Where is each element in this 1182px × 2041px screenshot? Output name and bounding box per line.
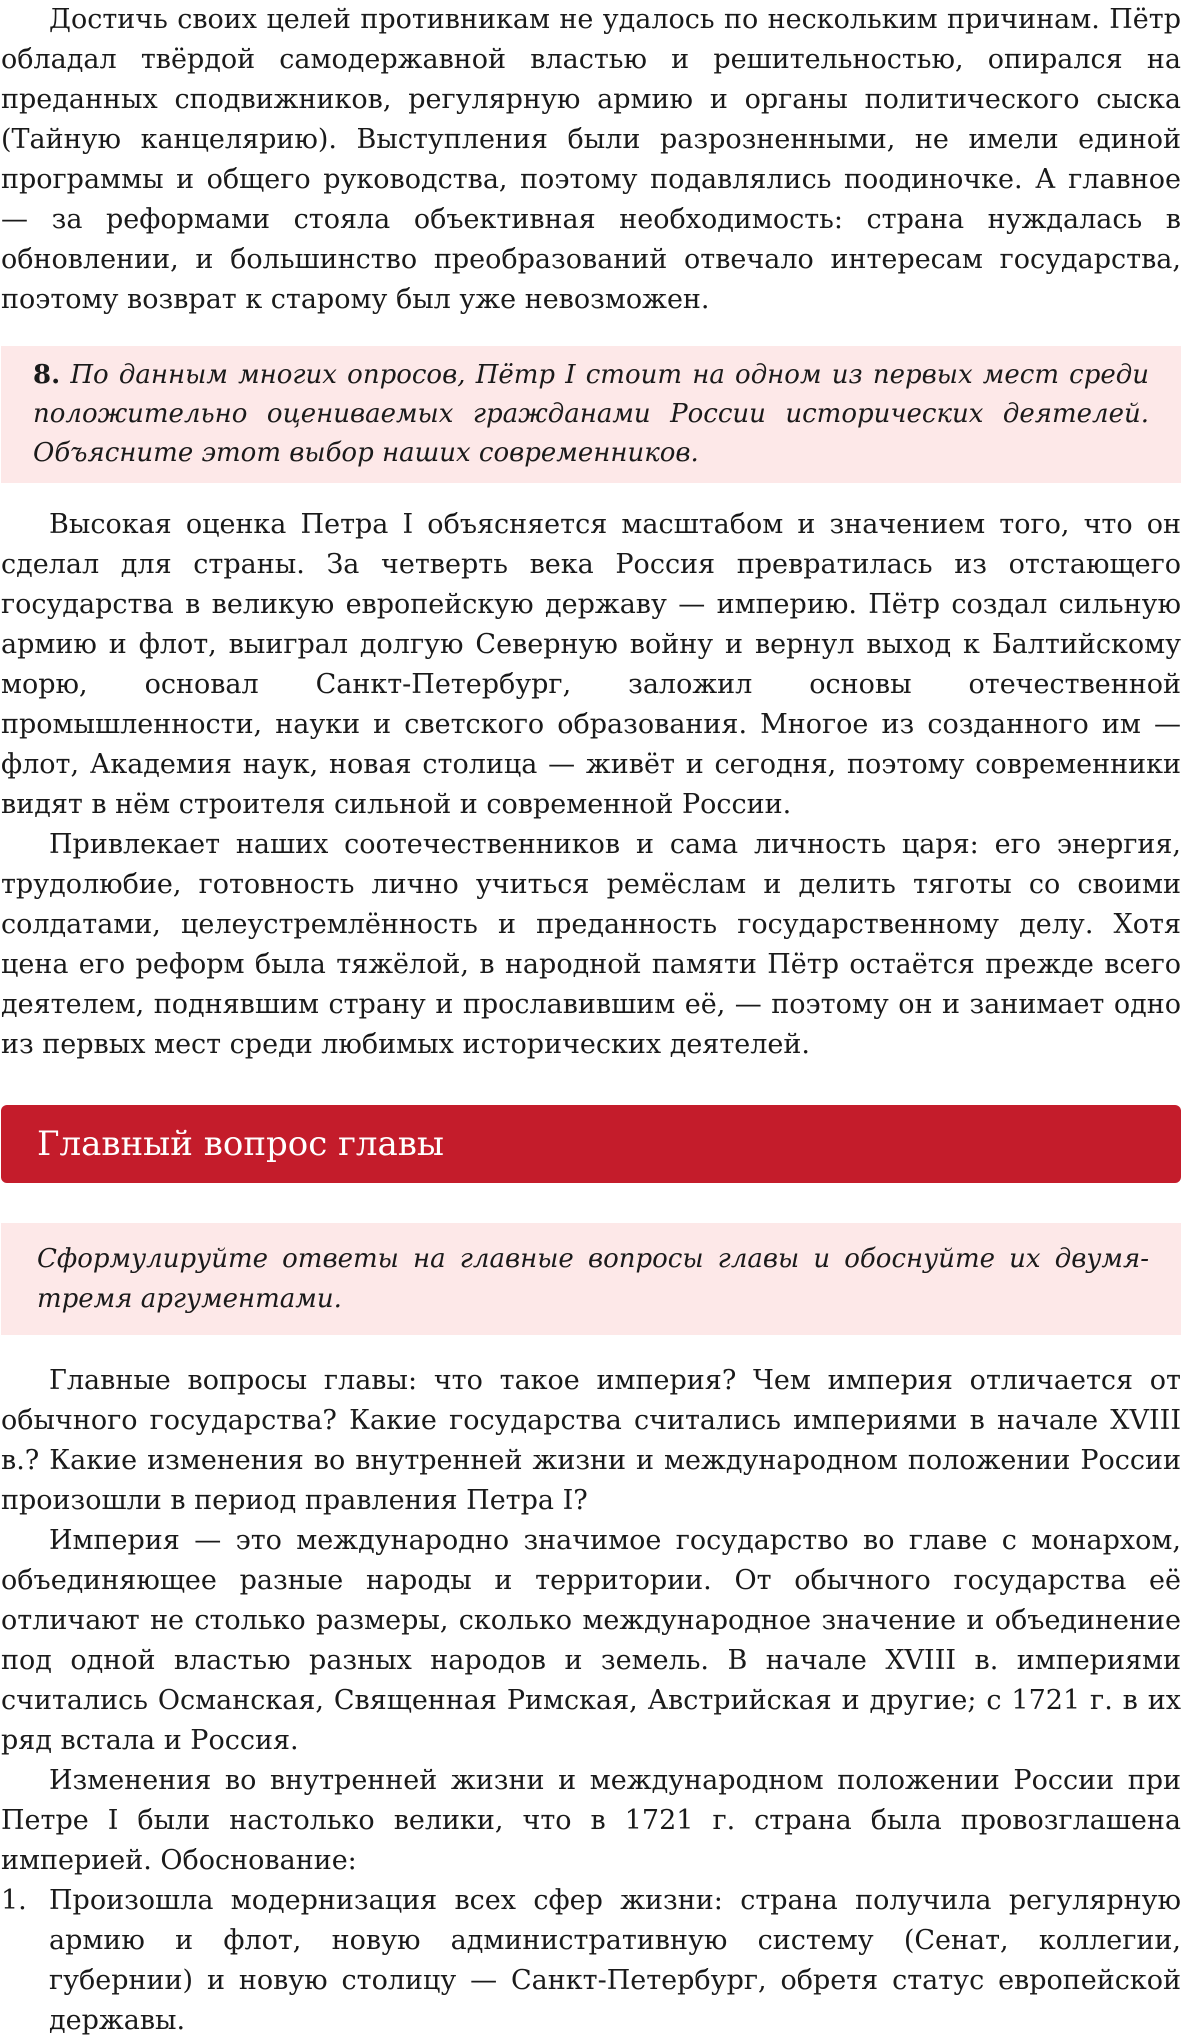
answer-8-paragraph-1: Высокая оценка Петра I объясняется масштабом и значением того, что он сделал для страны. За четверть века Россия превратилась из отстающего государства в великую европейскую державу — империю. Пётр создал сильную армию и флот, выиграл долгую Северную войну и вернул выход к Балтийскому морю, основал Санкт-Петербург, заложил основы отечественной промышленности, науки и светского образования. Многое из созданного им — флот, Академия наук, новая столица — живёт и сегодня, поэтому современники видят в нём строителя сильной и современной России. — [1, 509, 1181, 820]
main-question-box — [1, 1223, 1181, 1335]
main-answer-paragraph-2: Империя — это международно значимое государство во главе с монархом, объединяющее разные народы и территории. От обычного государства её отличают не столько размеры, сколько международное значение и объединение под одной властью разных народов и земель. В начале XVIII в. империями считались Османская, Священная Римская, Австрийская и другие; с 1721 г. в их ряд встала и Россия. — [1, 1525, 1181, 1756]
section-banner — [1, 1105, 1181, 1183]
main-answer-paragraph-3: Изменения во внутренней жизни и международном положении России при Петре I были настолько велики, что в 1721 г. страна была провозглашена империей. Обоснование: — [1, 1765, 1181, 1876]
list-item — [1, 1881, 1181, 2041]
document-content — [1, 0, 1181, 2041]
argument-list — [1, 1881, 1181, 2041]
top-paragraph: Достичь своих целей противникам не удалось по нескольким причинам. Пётр обладал твёрдой самодержавной властью и решительностью, опирался на преданных сподвижников, регулярную армию и органы политического сыска (Тайную канцелярию). Выступления были разрозненными, не имели единой программы и общего руководства, поэтому подавлялись поодиночке. А главное — за реформами стояла объективная необходимость: страна нуждалась в обновлении, и большинство преобразований отвечало интересам государства, поэтому возврат к старому был уже невозможен. — [1, 4, 1181, 315]
main-answer-paragraph-1: Главные вопросы главы: что такое империя? Чем империя отличается от обычного государства? Какие государства считались империями в начале XVIII в.? Какие изменения во внутренней жизни и международном положении России произошли в период правления Петра I? — [1, 1365, 1181, 1516]
answer-8-paragraph-2: Привлекает наших соотечественников и сама личность царя: его энергия, трудолюбие, готовность лично учиться ремёслам и делить тяготы со своими солдатами, целеустремлённость и преданность государственному делу. Хотя цена его реформ была тяжёлой, в народной памяти Пётр остаётся прежде всего деятелем, поднявшим страну и прославившим её, — поэтому он и занимает одно из первых мест среди любимых исторических деятелей. — [1, 829, 1181, 1060]
list-item-text: Произошла модернизация всех сфер жизни: страна получила регулярную армию и флот, новую административную систему (Сенат, коллегии, губернии) и новую столицу — Санкт-Петербург, обретя статус европейской державы. — [49, 1885, 1181, 2036]
question-8-box — [1, 346, 1181, 483]
question-number: 8. — [33, 360, 61, 390]
list-marker: 1. — [1, 1885, 27, 1916]
main-question-text: Сформулируйте ответы на главные вопросы главы и обоснуйте их двумя-тремя аргументами. — [37, 1244, 1149, 1314]
section-title: Главный вопрос главы — [37, 1124, 444, 1164]
question-text: По данным многих опросов, Пётр I стоит на одном из первых мест среди положительно оцениваемых гражданами России исторических деятелей. Объясните этот выбор наших современников. — [33, 360, 1149, 468]
